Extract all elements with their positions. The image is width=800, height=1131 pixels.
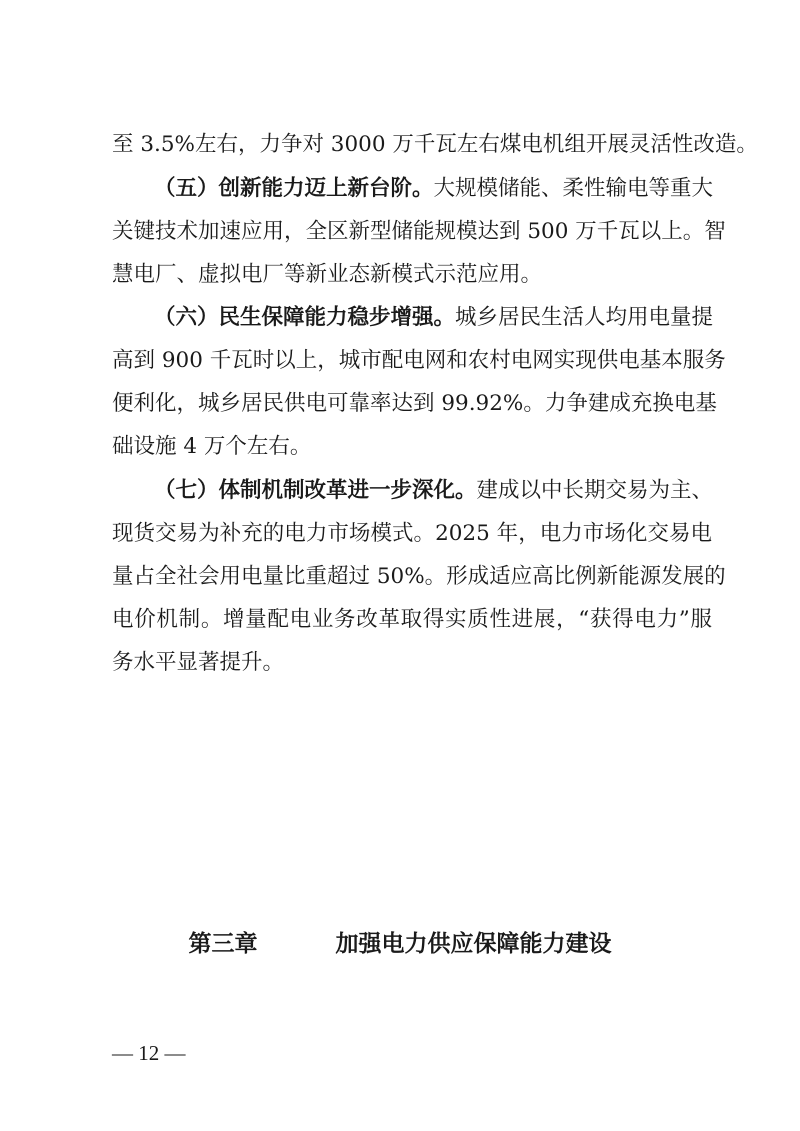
paragraph-line	[112, 603, 712, 637]
paragraph-line	[112, 258, 712, 292]
line-text: 城乡居民生活人均用电量提	[455, 305, 714, 330]
line-text: 务水平显著提升。	[112, 650, 285, 675]
line-text: 量占全社会用电量比重超过 50%。形成适应高比例新能源发展的	[112, 564, 726, 589]
line-text: 现货交易为补充的电力市场模式。2025 年，电力市场化交易电	[112, 521, 712, 546]
paragraph-line	[112, 387, 717, 421]
line-text: 建成以中长期交易为主、	[476, 478, 714, 503]
line-text: 础设施 4 万个左右。	[112, 434, 312, 459]
line-text: 便利化，城乡居民供电可靠率达到 99.92%。力争建成充换电基	[112, 391, 717, 416]
paragraph-line	[154, 172, 712, 206]
section-heading-five: （五）创新能力迈上新台阶。	[154, 176, 434, 201]
page-number: — 12 —	[112, 1041, 186, 1065]
paragraph-line	[112, 215, 726, 249]
paragraph-line	[112, 646, 712, 680]
paragraph-line	[112, 430, 712, 464]
paragraph-line	[154, 301, 712, 335]
line-text: 至 3.5%左右，力争对 3000 万千瓦左右煤电机组开展灵活性改造。	[112, 132, 758, 157]
line-text: 高到 900 千瓦时以上，城市配电网和农村电网实现供电基本服务	[112, 348, 726, 373]
paragraph-line	[112, 560, 726, 594]
section-heading-six: （六）民生保障能力稳步增强。	[154, 305, 456, 330]
line-text: 慧电厂、虚拟电厂等新业态新模式示范应用。	[112, 262, 543, 287]
line-text: 电价机制。增量配电业务改革取得实质性进展，“获得电力”服	[112, 607, 712, 632]
paragraph-line	[112, 517, 712, 551]
line-text: 大规模储能、柔性输电等重大	[433, 176, 714, 201]
paragraph-line	[112, 344, 726, 378]
paragraph-line	[154, 474, 712, 508]
chapter-title: 第三章 加强电力供应保障能力建设	[188, 931, 612, 957]
section-heading-seven: （七）体制机制改革进一步深化。	[154, 478, 477, 503]
paragraph-line	[112, 128, 758, 162]
line-text: 关键技术加速应用，全区新型储能规模达到 500 万千瓦以上。智	[112, 219, 726, 244]
